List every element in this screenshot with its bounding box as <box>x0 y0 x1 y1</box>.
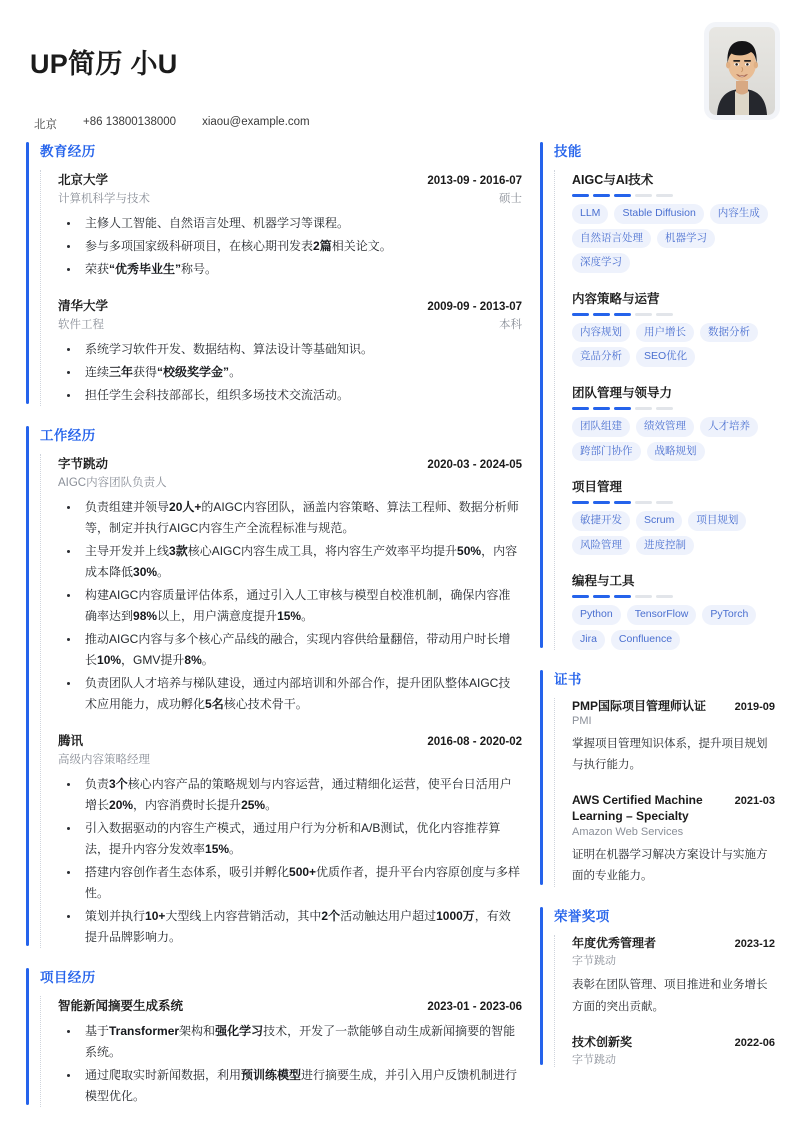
skill-group <box>572 170 775 273</box>
award-head <box>572 1034 775 1050</box>
skill-group-name: 团队管理与领导力 <box>572 385 673 400</box>
degree: 本科 <box>499 319 522 331</box>
skill-tags <box>572 323 775 367</box>
certificate-item <box>572 698 775 777</box>
skill-level-meter <box>572 313 775 316</box>
award-item <box>572 935 775 1018</box>
name-line <box>30 34 769 80</box>
major: 计算机科学与技术 <box>58 193 150 205</box>
contact-phone: +86 13800138000 <box>83 115 177 128</box>
skill-group <box>572 383 775 461</box>
cert-head <box>572 792 775 824</box>
list-item: 基于Transformer架构和强化学习技术，开发了一款能够自动生成新闻摘要的智能系统。 <box>58 1021 522 1063</box>
list-item: 负责团队人才培养与梯队建设，通过内部培训和外部合作，提升团队整体AIGC技术应用能力，成功孵化5名核心技术骨干。 <box>58 673 522 715</box>
section-certificates <box>540 668 775 888</box>
skill-tag[interactable]: 团队组建 <box>572 417 630 437</box>
list-item: 策划并执行10+大型线上内容营销活动，其中2个活动触达用户超过1000万，有效提升品牌影响力。 <box>58 906 522 948</box>
bullet-list <box>58 213 522 280</box>
skill-tag[interactable]: LLM <box>572 204 608 224</box>
skill-tag[interactable]: 风险管理 <box>572 536 630 556</box>
contact-location: 北京 <box>34 118 57 131</box>
skill-tag[interactable]: Python <box>572 605 621 625</box>
entry-date: 2016-08 - 2020-02 <box>427 736 522 748</box>
entry-head <box>58 731 522 749</box>
skill-tag[interactable]: 人才培养 <box>700 417 758 437</box>
skill-tag[interactable]: Jira <box>572 630 605 650</box>
award-date: 2022-06 <box>734 1036 775 1049</box>
skill-tag[interactable]: 竞品分析 <box>572 347 630 367</box>
page-title: UP简历 小U <box>30 49 178 79</box>
work-entry <box>58 454 522 715</box>
skill-level-meter <box>572 194 775 197</box>
award-issuer: 字节跳动 <box>572 1054 616 1067</box>
entry-head <box>58 170 522 188</box>
entry-sub <box>58 751 522 767</box>
skill-tag[interactable]: Scrum <box>636 511 682 531</box>
skill-tag[interactable]: PyTorch <box>702 605 756 625</box>
entry-date: 2009-09 - 2013-07 <box>427 301 522 313</box>
section-title-education: 教育经历 <box>40 144 96 159</box>
skill-tag[interactable]: TensorFlow <box>627 605 697 625</box>
award-name: 年度优秀管理者 <box>572 936 657 951</box>
award-description: 表彰在团队管理、项目推进和业务增长方面的突出贡献。 <box>572 979 768 1013</box>
skill-groups <box>554 170 775 650</box>
skill-group-name: 内容策略与运营 <box>572 291 660 306</box>
list-item: 参与多项国家级科研项目，在核心期刊发表2篇相关论文。 <box>58 236 522 257</box>
skill-group <box>572 289 775 367</box>
section-title-certificates: 证书 <box>554 671 582 687</box>
skill-tag[interactable]: 敏捷开发 <box>572 511 630 531</box>
cert-issuer: Amazon Web Services <box>572 825 684 838</box>
entry-sub <box>58 190 522 206</box>
award-list <box>554 935 775 1067</box>
bullet-list <box>58 1021 522 1107</box>
list-item: 主导开发并上线3款核心AIGC内容生成工具，将内容生产效率平均提升50%，内容成本降低30%。 <box>58 541 522 583</box>
certificate-item <box>572 792 775 887</box>
skill-tag[interactable]: SEO优化 <box>636 347 695 367</box>
list-item: 连续三年获得“校级奖学金”。 <box>58 362 522 383</box>
skill-tag[interactable]: 跨部门协作 <box>572 442 641 462</box>
list-item: 推动AIGC内容与多个核心产品线的融合，实现内容供给量翻倍，带动用户时长增长10%，GMV提升8%。 <box>58 629 522 671</box>
award-item <box>572 1034 775 1067</box>
bullet-list <box>58 339 522 406</box>
skill-tag[interactable]: 机器学习 <box>657 229 715 249</box>
skill-tag[interactable]: Stable Diffusion <box>614 204 703 224</box>
list-item: 通过爬取实时新闻数据，利用预训练模型进行摘要生成，并引入用户反馈机制进行模型优化。 <box>58 1065 522 1107</box>
award-issuer: 字节跳动 <box>572 955 616 968</box>
skill-tag[interactable]: 深度学习 <box>572 253 630 273</box>
list-item: 负责3个核心内容产品的策略规划与内容运营，通过精细化运营，使平台日活用户增长20%，内容消费时长提升25%。 <box>58 774 522 816</box>
skill-tag[interactable]: 自然语言处理 <box>572 229 651 249</box>
list-item: 引入数据驱动的内容生产模式，通过用户行为分析和A/B测试，优化内容推荐算法，提升内容分发效率15%。 <box>58 818 522 860</box>
skill-tag[interactable]: 用户增长 <box>636 323 694 343</box>
avatar-photo <box>709 27 775 115</box>
skill-tag[interactable]: 进度控制 <box>636 536 694 556</box>
skill-tags <box>572 417 775 461</box>
skill-tags <box>572 204 775 273</box>
skill-tag[interactable]: 战略规划 <box>647 442 705 462</box>
section-title-work: 工作经历 <box>40 428 96 443</box>
cert-name: PMP国际项目管理师认证 <box>572 698 707 713</box>
section-education <box>26 140 522 406</box>
award-head <box>572 935 775 951</box>
entry-sub <box>58 316 522 332</box>
skill-tag[interactable]: Confluence <box>611 630 680 650</box>
cert-date: 2019-09 <box>734 700 775 713</box>
skill-group <box>572 571 775 649</box>
skill-tag[interactable]: 内容生成 <box>710 204 768 224</box>
skill-group <box>572 477 775 555</box>
list-item: 负责组建并领导20人+的AIGC内容团队，涵盖内容策略、算法工程师、数据分析师等，制定并执行AIGC内容生产全流程标准与规范。 <box>58 497 522 539</box>
list-item: 构建AIGC内容质量评估体系，通过引入人工审核与模型自校准机制，确保内容准确率达到98%以上，用户满意度提升15%。 <box>58 585 522 627</box>
entry-head <box>58 454 522 472</box>
entry-date: 2013-09 - 2016-07 <box>427 175 522 187</box>
education-entries <box>40 170 522 406</box>
major: 软件工程 <box>58 319 104 331</box>
list-item: 担任学生会科技部部长，组织多场技术交流活动。 <box>58 385 522 406</box>
list-item: 搭建内容创作者生态体系，吸引并孵化500+优质作者，提升平台内容原创度与多样性。 <box>58 862 522 904</box>
section-projects <box>26 966 522 1107</box>
award-name: 技术创新奖 <box>572 1034 633 1049</box>
certificate-list <box>554 698 775 888</box>
list-item: 荣获“优秀毕业生”称号。 <box>58 259 522 280</box>
project-entry <box>58 996 522 1107</box>
education-entry <box>58 170 522 280</box>
company-name: 字节跳动 <box>58 457 109 471</box>
section-title-awards: 荣誉奖项 <box>554 909 610 925</box>
cert-description: 证明在机器学习解决方案设计与实施方面的专业能力。 <box>572 848 768 882</box>
cert-head <box>572 698 775 714</box>
entry-head <box>58 296 522 314</box>
list-item: 主修人工智能、自然语言处理、机器学习等课程。 <box>58 213 522 234</box>
skill-group-name: 项目管理 <box>572 480 623 495</box>
education-entry <box>58 296 522 406</box>
skill-level-meter <box>572 407 775 410</box>
entry-date: 2023-01 - 2023-06 <box>427 1001 522 1013</box>
section-work <box>26 424 522 948</box>
degree: 硕士 <box>499 193 522 205</box>
skill-tag[interactable]: 内容规划 <box>572 323 630 343</box>
skill-tag[interactable]: 数据分析 <box>700 323 758 343</box>
entry-head <box>58 996 522 1014</box>
section-skills <box>540 140 775 650</box>
bullet-list <box>58 497 522 715</box>
cert-issuer: PMI <box>572 714 592 727</box>
skill-group-name: AIGC与AI技术 <box>572 173 654 187</box>
cert-date: 2021-03 <box>734 795 775 808</box>
entry-sub <box>58 474 522 490</box>
work-entries <box>40 454 522 948</box>
skill-tags <box>572 605 775 649</box>
company-name: 腾讯 <box>58 734 84 748</box>
skill-level-meter <box>572 501 775 504</box>
section-title-projects: 项目经历 <box>40 970 96 985</box>
list-item: 系统学习软件开发、数据结构、算法设计等基础知识。 <box>58 339 522 360</box>
skill-tag[interactable]: 绩效管理 <box>636 417 694 437</box>
school-name: 清华大学 <box>58 299 109 313</box>
resume-body <box>0 140 799 1125</box>
entry-date: 2020-03 - 2024-05 <box>427 459 522 471</box>
project-name: 智能新闻摘要生成系统 <box>58 999 184 1013</box>
resume-header <box>0 0 799 140</box>
right-column <box>540 140 775 1085</box>
left-column <box>26 140 522 1125</box>
section-title-skills: 技能 <box>554 144 582 159</box>
school-name: 北京大学 <box>58 173 109 187</box>
skill-level-meter <box>572 595 775 598</box>
contact-row <box>30 116 769 132</box>
job-role: AIGC内容团队负责人 <box>58 477 167 489</box>
contact-email: xiaou@example.com <box>202 115 310 128</box>
skill-tag[interactable]: 项目规划 <box>688 511 746 531</box>
cert-name: AWS Certified Machine Learning – Specialty <box>572 793 703 824</box>
bullet-list <box>58 774 522 948</box>
job-role: 高级内容策略经理 <box>58 754 150 766</box>
award-date: 2023-12 <box>734 938 775 951</box>
cert-description: 掌握项目管理知识体系，提升项目规划与执行能力。 <box>572 737 768 771</box>
skill-tags <box>572 511 775 555</box>
avatar <box>709 27 775 115</box>
project-entries <box>40 996 522 1107</box>
work-entry <box>58 731 522 948</box>
skill-group-name: 编程与工具 <box>572 574 635 589</box>
section-awards <box>540 905 775 1067</box>
